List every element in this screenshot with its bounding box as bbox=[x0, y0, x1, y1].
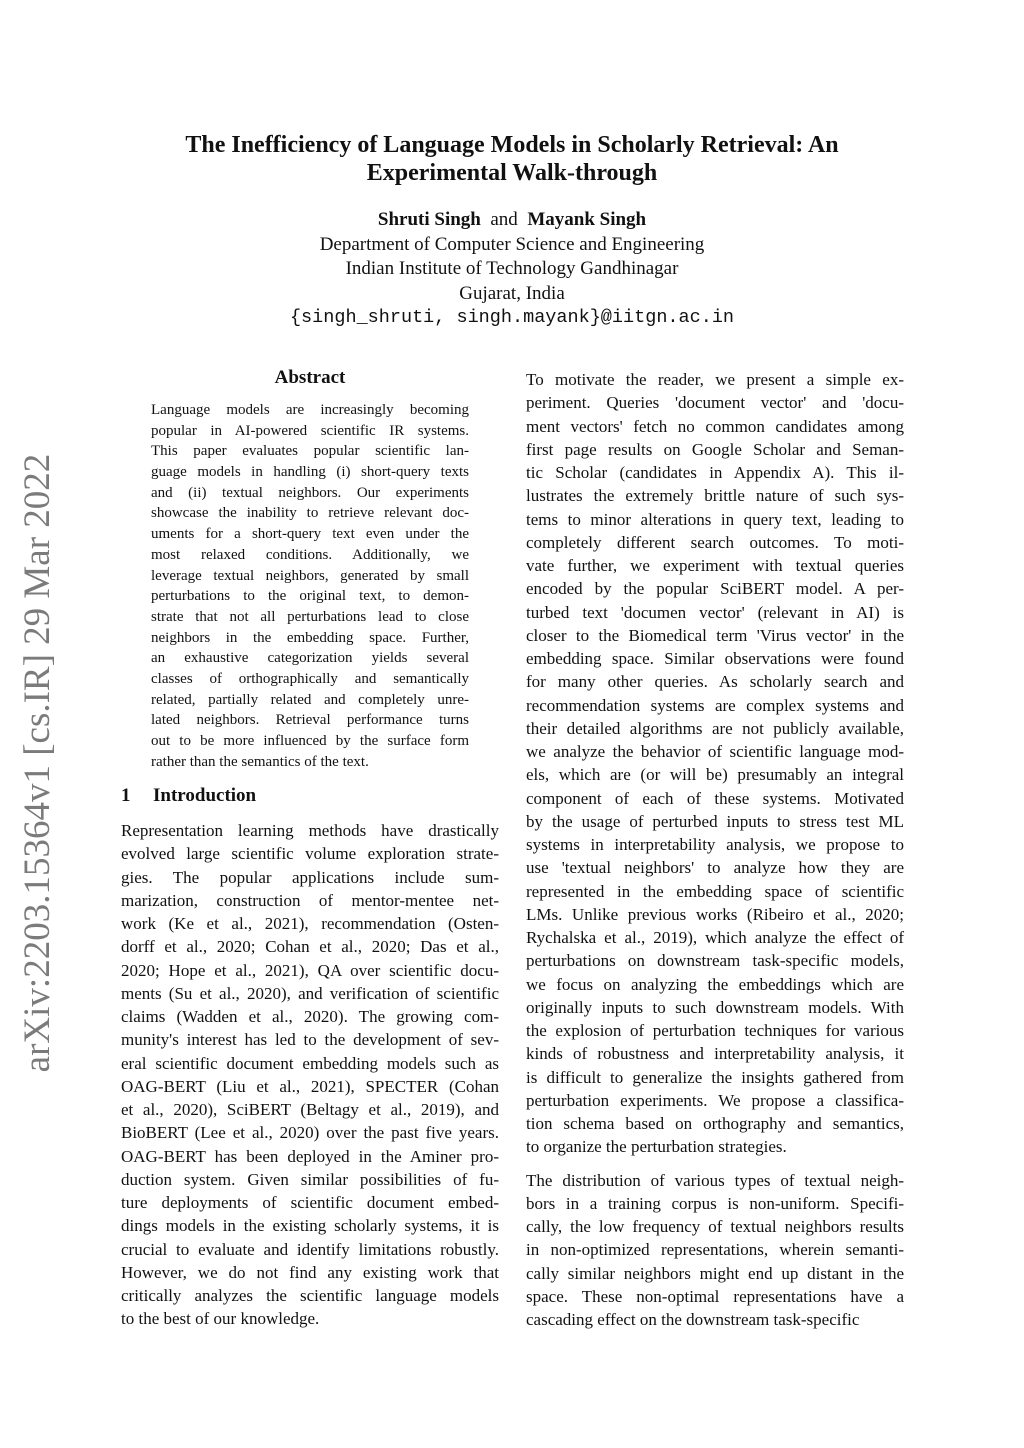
abstract-line: guage models in handling (i) short-query texts bbox=[151, 464, 469, 481]
left-column-body bbox=[121, 819, 499, 1331]
body-text-line: embedding space. Similar observations were found bbox=[526, 649, 904, 668]
section-heading-introduction bbox=[121, 783, 501, 809]
body-text-line: OAG-BERT has been deployed in the Aminer pro- bbox=[121, 1146, 499, 1166]
body-text-line: encoded by the popular SciBERT model. A per- bbox=[526, 579, 904, 599]
body-text-line: Rychalska et al., 2019), which analyze the effect of bbox=[526, 928, 904, 947]
abstract-line: leverage textual neighbors, generated by small bbox=[151, 567, 469, 584]
body-text-line: use 'textual neighbors' to analyze how they are bbox=[526, 858, 904, 878]
body-text-line: perturbation experiments. We propose a classifica- bbox=[526, 1090, 904, 1110]
abstract-line: showcase the inability to retrieve relevant doc- bbox=[151, 505, 469, 522]
body-text-line: their detailed algorithms are not publicly available, bbox=[526, 718, 904, 738]
abstract-body bbox=[151, 400, 469, 772]
body-text-line: systems in interpretability analysis, we propose to bbox=[526, 835, 904, 854]
body-text-line: critically analyzes the scientific language models bbox=[121, 1286, 499, 1305]
body-text-line: cascading effect on the downstream task-specific bbox=[526, 1310, 860, 1329]
body-text-line: we analyze the behavior of scientific language mod- bbox=[526, 742, 904, 761]
body-text-line: to organize the perturbation strategies. bbox=[526, 1137, 787, 1157]
body-text-line: first page results on Google Scholar and Seman- bbox=[526, 439, 904, 459]
body-text-line: to the best of our knowledge. bbox=[121, 1309, 320, 1329]
body-text-line: ment vectors' fetch no common candidates among bbox=[526, 416, 904, 436]
title-line-1: The Inefficiency of Language Models in Scholarly Retrieval: An bbox=[185, 132, 839, 158]
body-text-line: To motivate the reader, we present a simple ex- bbox=[526, 370, 904, 389]
body-text-line: 2020; Hope et al., 2021), QA over scientific docu- bbox=[121, 960, 499, 980]
body-text-line: for many other queries. As scholarly search and bbox=[526, 672, 904, 692]
section-number: 1 bbox=[121, 785, 131, 806]
body-text-line: ture deployments of scientific document embed- bbox=[121, 1193, 499, 1212]
body-text-line: munity's interest has led to the development of sev- bbox=[121, 1030, 499, 1050]
body-text-line: ments (Su et al., 2020), and verification of scientific bbox=[121, 983, 499, 1003]
body-text-line: lustrates the extremely brittle nature of such sys- bbox=[526, 486, 904, 506]
body-text-line: component of each of these systems. Motivated bbox=[526, 788, 904, 808]
arxiv-sidebar-stamp: arXiv:2203.15364v1 [cs.IR] 29 Mar 2022 bbox=[17, 453, 58, 1073]
author-conjunction: and bbox=[490, 209, 518, 230]
body-text-line: bors in a training corpus is non-uniform. Specifi- bbox=[526, 1193, 904, 1213]
author-2: Mayank Singh bbox=[527, 209, 647, 230]
abstract-line: most relaxed conditions. Additionally, we bbox=[151, 546, 469, 563]
abstract-line: related, partially related and completely unre- bbox=[151, 691, 469, 708]
body-text-line: cally similar neighbors might end up distant in the bbox=[526, 1263, 904, 1283]
body-text-line: tic Scholar (candidates in Appendix A). This il- bbox=[526, 463, 904, 482]
body-text-line: we focus on analyzing the embeddings which are bbox=[526, 974, 904, 994]
abstract-line: uments for a short-query text even under the bbox=[151, 526, 469, 543]
body-text-line: OAG-BERT (Liu et al., 2021), SPECTER (Cohan bbox=[121, 1076, 499, 1096]
body-text-line: perturbations on downstream task-specific models, bbox=[526, 951, 904, 971]
body-text-line: in non-optimized representations, wherein semanti- bbox=[526, 1240, 904, 1260]
title-line-2: Experimental Walk-through bbox=[366, 160, 658, 186]
body-text-line: claims (Wadden et al., 2020). The growing com- bbox=[121, 1007, 499, 1026]
abstract-line: lated neighbors. Retrieval performance turns bbox=[151, 712, 469, 729]
body-text-line: originally inputs to such downstream models. With bbox=[526, 997, 904, 1017]
body-text-line: LMs. Unlike previous works (Ribeiro et al., 2020; bbox=[526, 904, 904, 924]
author-department: Department of Computer Science and Engineering bbox=[319, 233, 705, 255]
body-text-line: space. These non-optimal representations have a bbox=[526, 1286, 904, 1306]
author-institute: Indian Institute of Technology Gandhinagar bbox=[345, 258, 679, 279]
right-column-body bbox=[526, 368, 904, 1331]
body-text-line: work (Ke et al., 2021), recommendation (Osten- bbox=[121, 914, 499, 933]
body-text-line: tion schema based on orthography and semantics, bbox=[526, 1114, 904, 1133]
body-text-line: dorff et al., 2020; Cohan et al., 2020; Das et al., bbox=[121, 937, 499, 957]
body-text-line: The distribution of various types of textual neigh- bbox=[526, 1170, 904, 1190]
author-names bbox=[130, 208, 894, 233]
body-text-line: cally, the low frequency of textual neighbors results bbox=[526, 1217, 904, 1236]
section-title: Introduction bbox=[153, 785, 257, 806]
body-text-line: vate further, we experiment with textual queries bbox=[526, 556, 904, 575]
abstract-line: classes of orthographically and semantically bbox=[151, 670, 469, 687]
body-text-line: BioBERT (Lee et al., 2020) over the past five years. bbox=[121, 1123, 499, 1143]
body-text-line: crucial to evaluate and identify limitations robustly. bbox=[121, 1239, 499, 1259]
body-text-line: duction system. Given similar possibilities of fu- bbox=[121, 1169, 499, 1189]
paper-title bbox=[130, 131, 894, 187]
abstract-line: neighbors in the embedding space. Further, bbox=[151, 629, 469, 646]
abstract-line: popular in AI-powered scientific IR systems. bbox=[151, 422, 469, 439]
body-text-line: gies. The popular applications include sum- bbox=[121, 867, 499, 887]
body-text-line: tems to minor alterations in query text, leading to bbox=[526, 509, 904, 529]
abstract-line: and (ii) textual neighbors. Our experiments bbox=[151, 484, 469, 501]
body-text-line: turbed text 'documen vector' (relevant in AI) is bbox=[526, 602, 904, 622]
body-text-line: kinds of robustness and interpretability analysis, it bbox=[526, 1044, 904, 1064]
abstract-line: Language models are increasingly becoming bbox=[151, 402, 469, 418]
body-text-line: dings models in the existing scholarly systems, it is bbox=[121, 1216, 499, 1236]
body-text-line: by the usage of perturbed inputs to stress test ML bbox=[526, 811, 904, 831]
abstract-line: out to be more influenced by the surface form bbox=[151, 733, 469, 749]
author-1: Shruti Singh bbox=[377, 209, 481, 230]
body-text-line: However, we do not find any existing work that bbox=[121, 1262, 499, 1282]
abstract-line: rather than the semantics of the text. bbox=[151, 753, 369, 770]
body-text-line: et al., 2020), SciBERT (Beltagy et al., 2019), and bbox=[121, 1100, 499, 1119]
abstract-line: This paper evaluates popular scientific lan- bbox=[151, 443, 469, 460]
body-text-line: completely different search outcomes. To moti- bbox=[526, 532, 904, 552]
author-block bbox=[130, 208, 894, 331]
body-text-line: the explosion of perturbation techniques for various bbox=[526, 1021, 904, 1040]
body-text-line: is difficult to generalize the insights gathered from bbox=[526, 1067, 904, 1087]
body-text-line: recommendation systems are complex systems and bbox=[526, 695, 904, 715]
body-text-line: evolved large scientific volume exploration strate- bbox=[121, 844, 499, 864]
abstract-line: strate that not all perturbations lead to close bbox=[151, 608, 469, 625]
body-text-line: eral scientific document embedding models such as bbox=[121, 1053, 499, 1073]
body-text-line: els, which are (or will be) presumably an integral bbox=[526, 765, 904, 785]
author-location: Gujarat, India bbox=[459, 282, 565, 304]
body-text-line: Representation learning methods have drastically bbox=[121, 821, 499, 840]
abstract-heading: Abstract bbox=[274, 367, 346, 388]
body-text-line: marization, construction of mentor-mentee net- bbox=[121, 890, 499, 910]
body-text-line: periment. Queries 'document vector' and 'docu- bbox=[526, 393, 904, 413]
body-text-line: closer to the Biomedical term 'Virus vector' in the bbox=[526, 625, 904, 645]
abstract-line: an exhaustive categorization yields several bbox=[151, 650, 469, 667]
author-email: {singh_shruti, singh.mayank}@iitgn.ac.in bbox=[289, 307, 735, 328]
body-text-line: represented in the embedding space of scientific bbox=[526, 881, 904, 901]
abstract-line: perturbations to the original text, to demon- bbox=[151, 588, 469, 605]
